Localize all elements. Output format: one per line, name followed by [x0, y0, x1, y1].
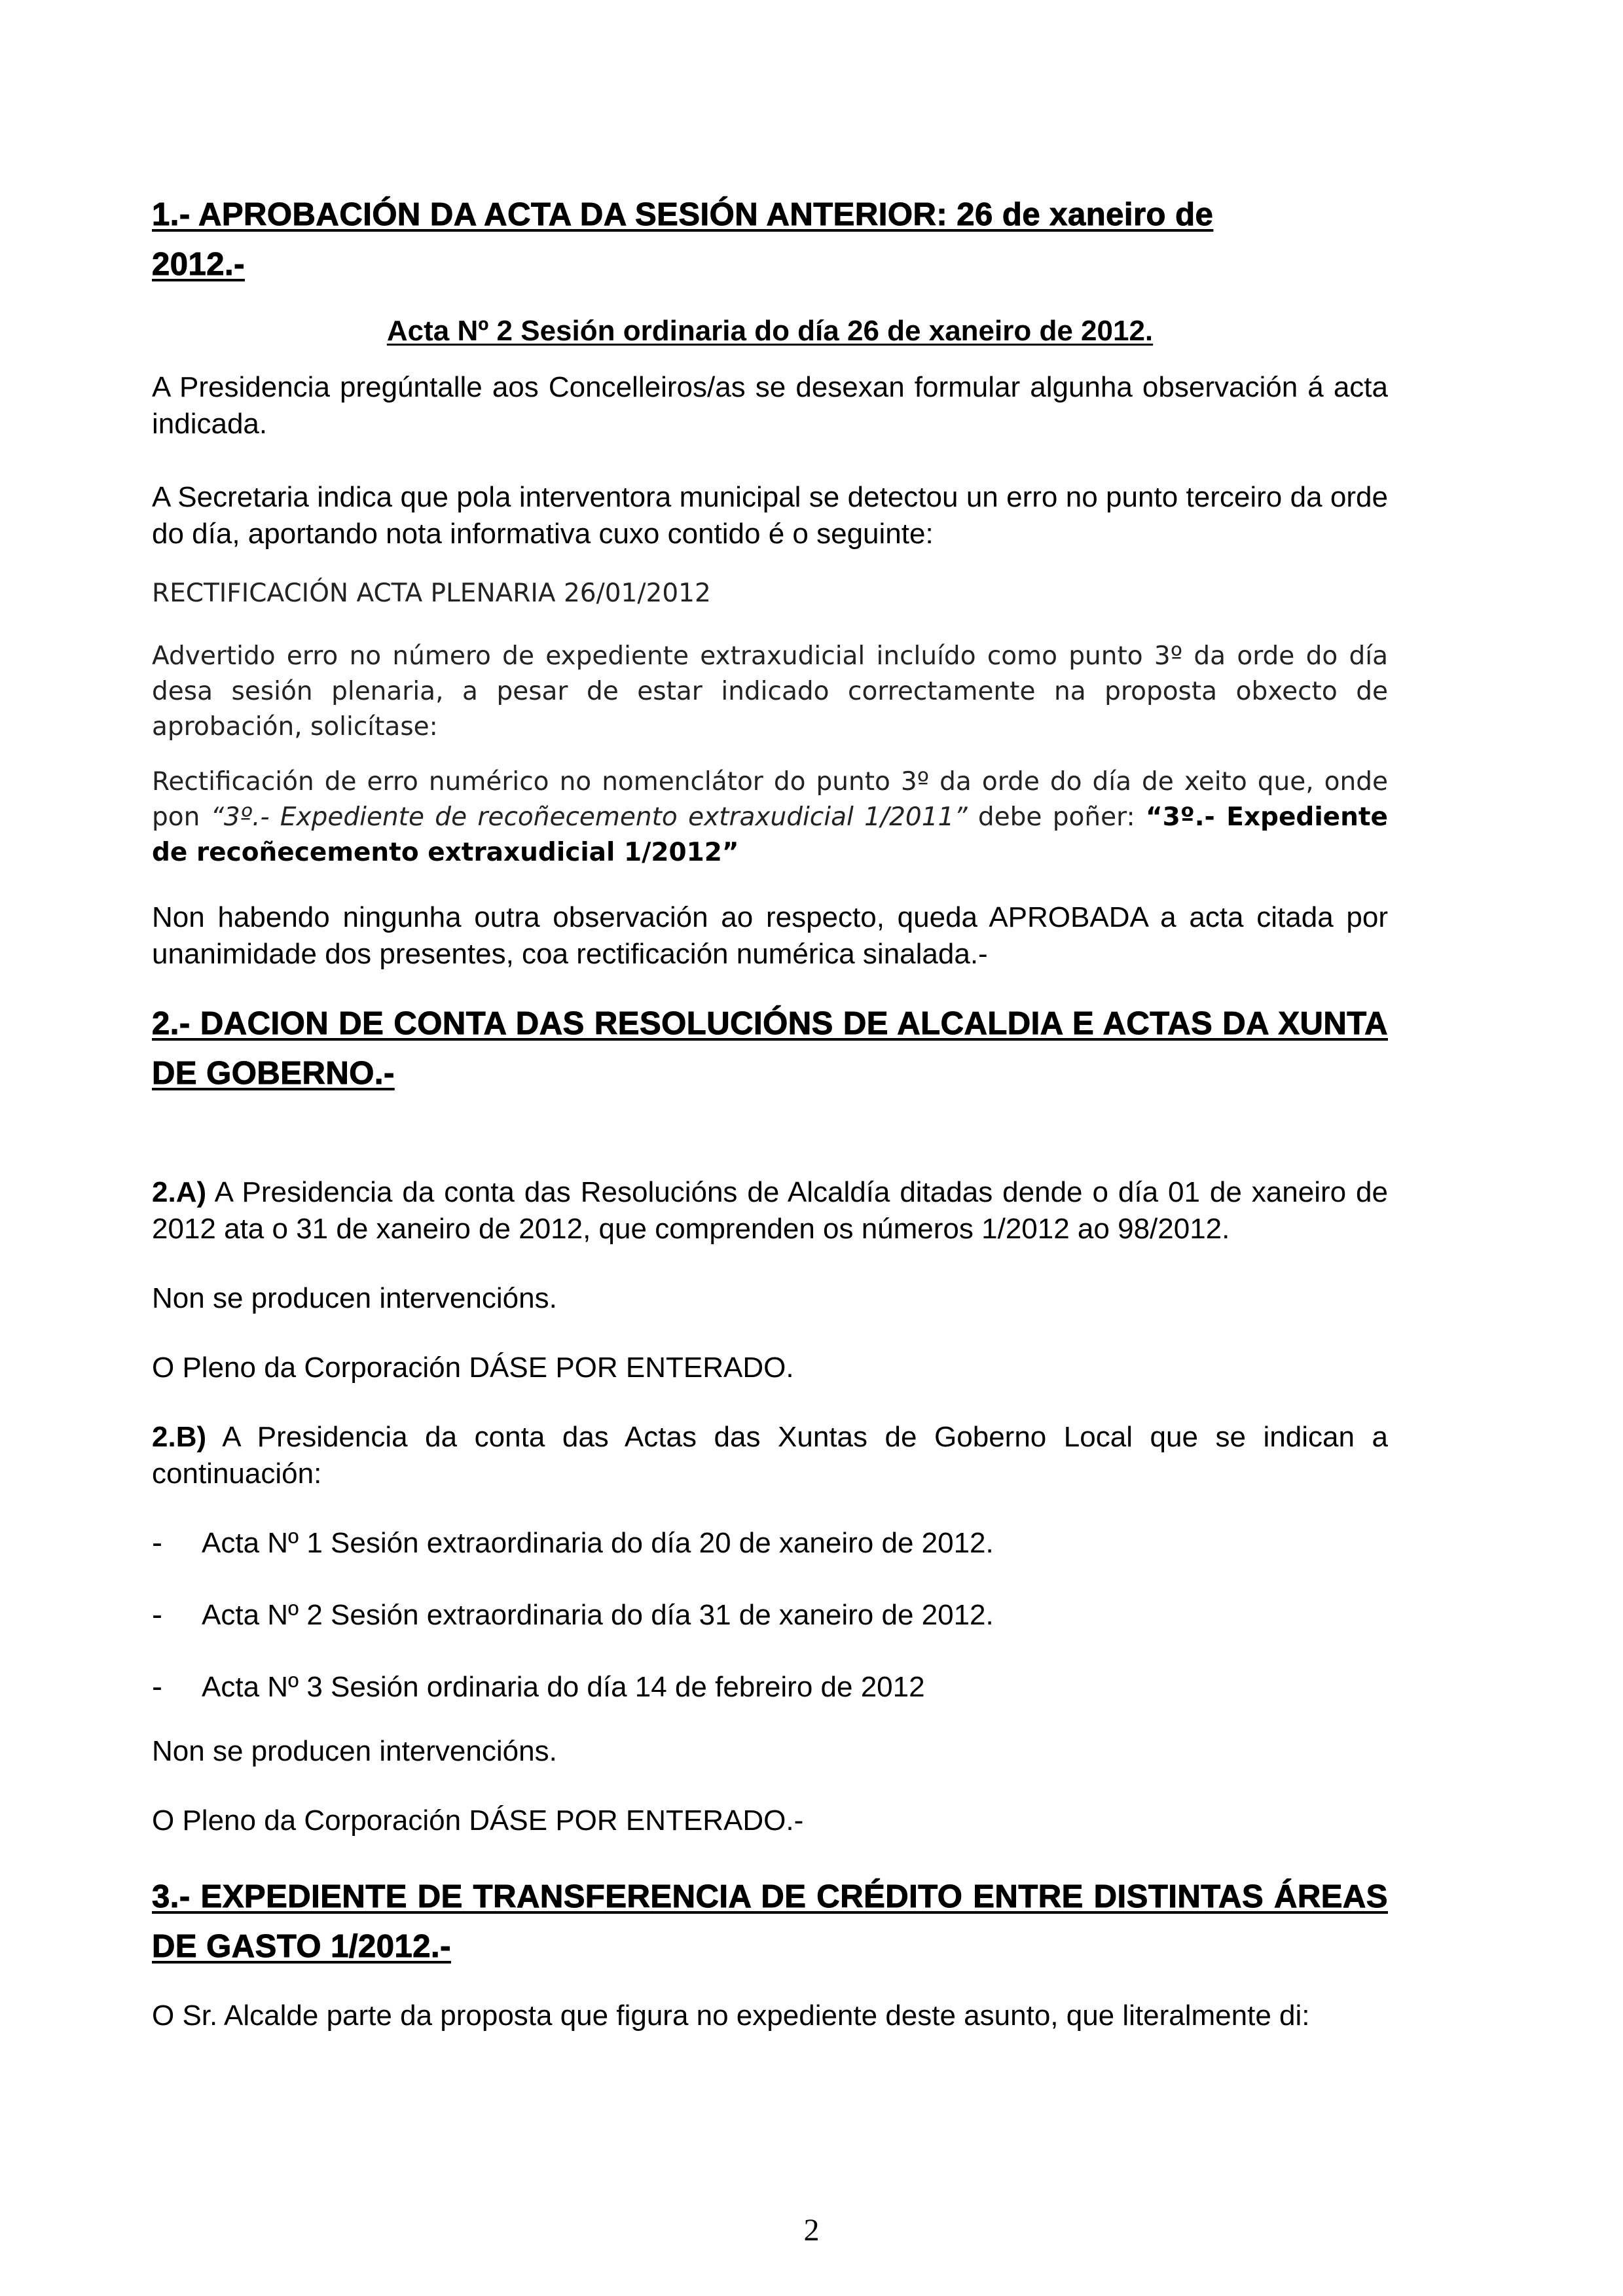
page-number: 2 [803, 2213, 820, 2248]
section2-b-text: A Presidencia da conta das Actas das Xuntas de Goberno Local que se indican a continuación: [152, 1421, 1388, 1490]
section2-a-text: A Presidencia da conta das Resolucións de Alcaldía ditadas dende o día 01 de xaneiro de 2012 ata o 31 de xaneiro de 2012, que comprenden os números 1/2012 ao 98/2012. [152, 1176, 1388, 1245]
section2-heading: 2.- DACION DE CONTA DAS RESOLUCIÓNS DE ALCALDIA E ACTAS DA XUNTA DE GOBERNO.- [152, 1006, 1388, 1091]
note-paragraph-1: Advertido erro no número de expediente extraxudicial incluído como punto 3º da orde do día desa sesión plenaria, a pesar de estar indicado correctamente na proposta obxecto de aprobación, solicítase: [152, 641, 1388, 742]
section2-b-paragraph [152, 1419, 1388, 1492]
section2-b-label: 2.B) [152, 1421, 207, 1453]
note-p2-mid: debe poñer: [967, 802, 1146, 832]
dash-bullet: - [152, 1526, 162, 1560]
section2-b-paragraph-2: Non se producen intervencións. [152, 1735, 557, 1767]
note-paragraph-2 [152, 764, 1388, 870]
document-page [152, 190, 1388, 2034]
section1-subheading: Acta Nº 2 Sesión ordinaria do día 26 de xaneiro de 2012. [386, 315, 1154, 347]
list-item [152, 1525, 1388, 1562]
section2-b-paragraph-3: O Pleno da Corporación DÁSE POR ENTERADO.- [152, 1804, 804, 1837]
list-item-text: Acta Nº 1 Sesión extraordinaria do día 20 de xaneiro de 2012. [202, 1527, 994, 1559]
list-item [152, 1669, 1388, 1706]
section1-heading-line1: 1.- APROBACIÓN DA ACTA DA SESIÓN ANTERIOR: 26 de xaneiro de [152, 197, 1214, 232]
section2-a-paragraph-2: Non se producen intervencións. [152, 1282, 557, 1314]
section2-a-paragraph-3: O Pleno da Corporación DÁSE POR ENTERADO. [152, 1352, 794, 1384]
dash-bullet: - [152, 1598, 162, 1632]
note-p2-bold: “3º.- Expediente de recoñecemento extraxudicial 1/2012” [152, 802, 1388, 867]
section3-heading: 3.- EXPEDIENTE DE TRANSFERENCIA DE CRÉDITO ENTRE DISTINTAS ÁREAS DE GASTO 1/2012.- [152, 1879, 1388, 1964]
section1-paragraph-2: A Secretaria indica que pola interventora municipal se detectou un erro no punto terceiro da orde do día, aportando nota informativa cuxo contido é o seguinte: [152, 481, 1388, 550]
section3-paragraph-1: O Sr. Alcalde parte da proposta que figura no expediente deste asunto, que literalmente di: [152, 2000, 1310, 2032]
section2-a-paragraph [152, 1174, 1388, 1247]
list-item [152, 1597, 1388, 1634]
list-item-text: Acta Nº 2 Sesión extraordinaria do día 31 de xaneiro de 2012. [202, 1599, 994, 1631]
section1-heading [152, 190, 1388, 289]
section1-paragraph-3: Non habendo ningunha outra observación ao respecto, queda APROBADA a acta citada por unanimidade dos presentes, coa rectificación numérica sinalada.- [152, 901, 1388, 970]
note-p2-start: Rectificación de erro numérico no nomenclátor do punto 3º da orde do día de xeito que, onde pon [152, 767, 1388, 832]
xunta-acts-list [152, 1525, 1388, 1706]
note-title: RECTIFICACIÓN ACTA PLENARIA 26/01/2012 [152, 579, 711, 608]
section2-a-label: 2.A) [152, 1176, 207, 1208]
dash-bullet: - [152, 1670, 162, 1704]
section1-heading-line2: 2012.- [152, 247, 245, 282]
section1-paragraph-1: A Presidencia pregúntalle aos Concelleiros/as se desexan formular algunha observación á acta indicada. [152, 371, 1388, 440]
list-item-text: Acta Nº 3 Sesión ordinaria do día 14 de febreiro de 2012 [202, 1671, 925, 1703]
note-p2-italic: “3º.- Expediente de recoñecemento extraxudicial 1/2011” [210, 802, 968, 832]
